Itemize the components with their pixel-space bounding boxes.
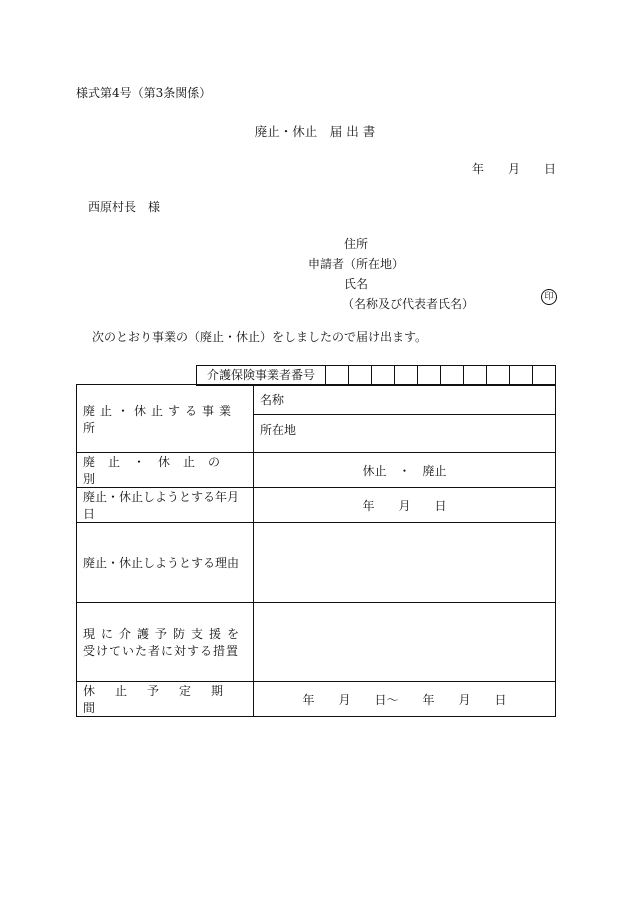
office-location-field[interactable] (254, 415, 556, 453)
applicant-block (300, 234, 474, 314)
office-label-cell (77, 385, 254, 453)
application-table (76, 384, 556, 717)
date-value: 年 月 日 (362, 498, 447, 513)
type-label-cell (77, 453, 254, 488)
office-label: 廃止・休止する事業所 (83, 403, 237, 435)
measures-label-cell (77, 603, 254, 682)
applicant-address-label: 住所 (344, 237, 369, 251)
applicant-name-label: 氏名 (344, 277, 369, 291)
office-location-label: 所在地 (260, 423, 297, 437)
reason-label: 廃止・休止しようとする理由 (83, 556, 240, 570)
period-label: 休止予定期間 (83, 684, 244, 715)
applicant-name-note: （名称及び代表者氏名） (342, 297, 475, 311)
seal-mark: 印 (541, 289, 557, 305)
measures-label-line-2: 受けていた者に対する措置 (83, 644, 240, 658)
type-label: 廃止・休止の別 (83, 455, 234, 486)
business-number-cell[interactable] (487, 366, 510, 385)
business-number-row (196, 365, 556, 386)
office-name-field[interactable] (254, 385, 556, 415)
business-number-cell[interactable] (533, 366, 555, 385)
business-number-cell[interactable] (418, 366, 441, 385)
form-number-label: 様式第4号（第3条関係） (76, 86, 212, 100)
business-number-cell[interactable] (464, 366, 487, 385)
business-number-cell[interactable] (349, 366, 372, 385)
addressee: 西原村長 様 (88, 200, 161, 214)
reason-label-cell (77, 523, 254, 603)
type-choice-field[interactable] (254, 453, 556, 488)
business-number-cell[interactable] (395, 366, 418, 385)
period-label-cell (77, 682, 254, 717)
business-number-cell[interactable] (372, 366, 395, 385)
business-number-label: 介護保険事業者番号 (197, 366, 326, 385)
date-field[interactable] (254, 488, 556, 523)
business-number-cell[interactable] (441, 366, 464, 385)
applicant-label: 申請者（所在地） (308, 257, 405, 271)
submission-date: 年 月 日 (472, 162, 557, 176)
statement-text: 次のとおり事業の（廃止・休止）をしましたので届け出ます。 (92, 330, 428, 344)
business-number-cell[interactable] (326, 366, 349, 385)
measures-field[interactable] (254, 603, 556, 682)
reason-field[interactable] (254, 523, 556, 603)
period-field[interactable] (254, 682, 556, 717)
office-name-label: 名称 (260, 393, 285, 407)
document-title: 廃止・休止 届 出 書 (254, 124, 376, 139)
date-label-cell (77, 488, 254, 523)
type-choice[interactable]: 休止 ・ 廃止 (362, 463, 447, 478)
date-label: 廃止・休止しようとする年月日 (83, 490, 240, 521)
business-number-cell[interactable] (510, 366, 533, 385)
measures-label-line-1: 現に介護予防支援を (83, 627, 246, 641)
period-value: 年 月 日〜 年 月 日 (302, 692, 507, 707)
